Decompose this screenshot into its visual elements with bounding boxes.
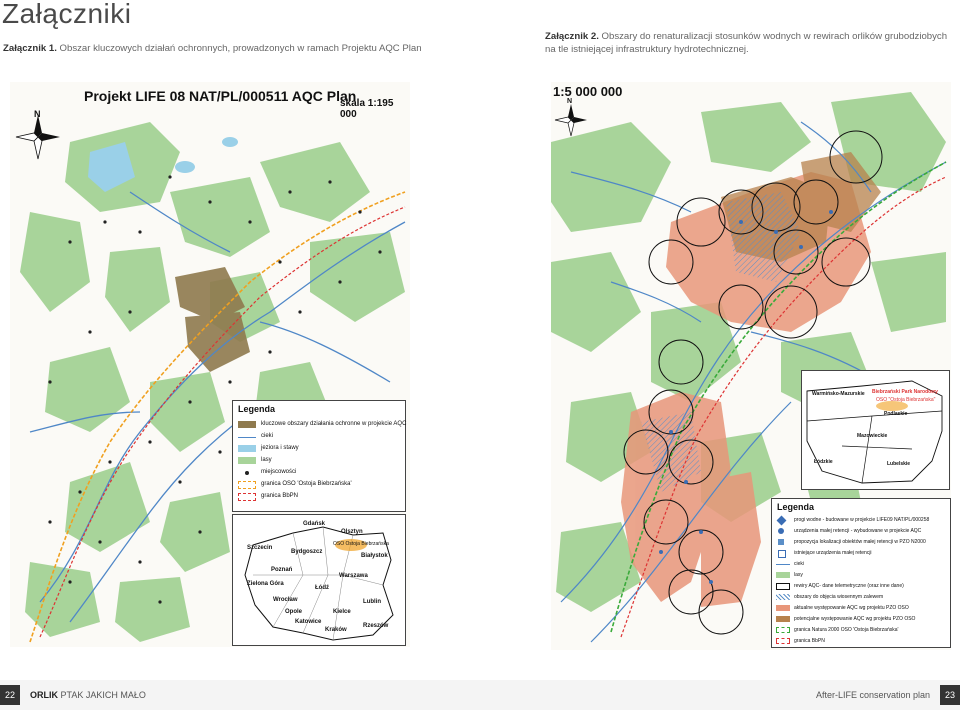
caption-annex-2 (545, 30, 960, 56)
legend-item: potencjalne występowanie AQC wg projektu PZO OSO (794, 616, 916, 622)
legend-weir-swatch (777, 516, 787, 526)
inset-city: Olsztyn (341, 529, 363, 535)
legend-item: cieki (794, 561, 805, 567)
inset-region: Mazowieckie (857, 433, 888, 439)
legend-forest-swatch (238, 457, 256, 464)
footer-brand (30, 690, 146, 700)
legend-item: granica OSO 'Ostoja Biebrzańska' (261, 481, 352, 487)
page-number-right: 23 (940, 685, 960, 705)
caption-annex-1-text: Obszar kluczowych działań ochronnych, prowadzonych w ramach Projektu AQC Plan (59, 43, 422, 54)
legend-aqc-actual-swatch (776, 605, 790, 611)
legend-river-swatch (776, 564, 790, 565)
legend-territory-swatch (776, 583, 790, 590)
page-number-left: 22 (0, 685, 20, 705)
legend-natura-swatch (776, 627, 790, 633)
inset-city: Lublin (363, 599, 381, 605)
page-title: Załączniki (2, 0, 132, 29)
legend-retention-proposed-swatch (778, 539, 784, 545)
legend-retention-existing-swatch (778, 550, 786, 558)
legend-forest-swatch (776, 572, 790, 578)
inset-city: Łódź (315, 585, 329, 591)
inset-region: Biebrzański Park Narodowy (872, 389, 938, 395)
legend-item: miejscowości (261, 469, 297, 475)
inset-city: Zielona Góra (247, 581, 284, 587)
inset-city: Kielce (333, 609, 351, 615)
map-annex-1-north-label: N (34, 109, 41, 119)
legend-item: propozycja lokalizacji obiektów małej retencji w PZO N2000 (794, 539, 926, 545)
caption-annex-2-label: Załącznik 2. (545, 31, 599, 42)
legend-item: progi wodne - budowane w projekcie LIFE09 NAT/PL/000258 (794, 517, 930, 523)
map-annex-2-legend (771, 498, 951, 648)
legend-bbpn-swatch (238, 493, 256, 501)
inset-city: Opole (285, 609, 303, 615)
inset-city: Warszawa (339, 573, 368, 579)
map-annex-1-inset (232, 514, 406, 646)
legend-aqc-potential-swatch (776, 616, 790, 622)
map-annex-2 (551, 82, 951, 650)
legend-bbpn-swatch (776, 638, 790, 644)
footer-right-text: After-LIFE conservation plan (815, 690, 930, 700)
caption-annex-1-label: Załącznik 1. (3, 43, 57, 54)
legend-item: lasy (261, 457, 272, 463)
map-annex-1-scale: skala 1:195 000 (340, 98, 394, 120)
map-annex-2-inset (801, 370, 950, 490)
legend-item: urządzenia małej retencji - wybudowane w projekcie AQC (794, 528, 922, 534)
legend-item: granica BbPN (261, 493, 299, 499)
footer-brand-bold: ORLIK (30, 690, 58, 700)
map-annex-1-legend (232, 400, 406, 512)
legend-item: granica BbPN (794, 638, 825, 644)
caption-annex-2-text: Obszary do renaturalizacji stosunków wodnych w rewirach orlików grubodziobych na tle istniejącej infrastruktury hydrotechnicznej. (545, 31, 948, 55)
inset-city: Białystok (361, 553, 388, 559)
legend-key-area-swatch (238, 421, 256, 428)
map-annex-1 (10, 82, 410, 647)
legend-lake-swatch (238, 445, 256, 452)
inset-region: OSO "Ostoja Biebrzańska" (876, 397, 936, 403)
inset-region: Łódzkie (814, 459, 833, 465)
page-footer (0, 680, 960, 710)
legend-item: obszary do objęcia wiosennym zalewem (794, 594, 884, 600)
legend-item: kluczowe obszary działania ochronne w projekcie AQC (261, 421, 407, 427)
inset-city: Poznań (271, 567, 293, 573)
legend-town-swatch (245, 471, 249, 475)
legend-river-swatch (238, 437, 256, 438)
inset-region: Podlaskie (884, 411, 908, 417)
footer-brand-rest: PTAK JAKICH MAŁO (60, 690, 146, 700)
legend-oso-swatch (238, 481, 256, 489)
legend-item: aktualne występowanie AQC wg projektu PZO OSO (794, 605, 909, 611)
inset-city: OSO Ostoja Biebrzańska (333, 541, 389, 547)
inset-city: Rzeszów (363, 623, 389, 629)
map-annex-2-north-label: N (567, 98, 573, 105)
map-annex-1-title: Projekt LIFE 08 NAT/PL/000511 AQC Plan (84, 88, 357, 104)
inset-region: Warmińsko-Mazurskie (812, 391, 865, 397)
caption-annex-1 (3, 42, 422, 55)
legend-retention-built-swatch (778, 528, 784, 534)
map-annex-2-legend-title: Legenda (777, 502, 815, 512)
inset-city: Gdańsk (303, 521, 326, 527)
inset-region: Lubelskie (887, 461, 911, 467)
inset-city: Kraków (325, 627, 347, 633)
map-annex-2-scale: 1:5 000 000 (553, 84, 623, 99)
inset-city: Wrocław (273, 597, 298, 603)
map-annex-1-legend-title: Legenda (238, 404, 276, 414)
legend-item: rewiry AQC- dane telemetryczne (oraz inne dane) (794, 583, 904, 589)
legend-item: cieki (261, 433, 274, 439)
legend-item: granica Natura 2000 OSO 'Ostoja Biebrzańska' (794, 627, 899, 633)
legend-item: jeziora i stawy (261, 445, 299, 451)
inset-city: Szczecin (247, 545, 273, 551)
inset-city: Bydgoszcz (291, 549, 323, 555)
legend-item: istniejące urządzenia małej retencji (794, 550, 872, 556)
legend-item: lasy (794, 572, 803, 578)
inset-city: Katowice (295, 619, 322, 625)
legend-flooding-swatch (776, 594, 790, 600)
